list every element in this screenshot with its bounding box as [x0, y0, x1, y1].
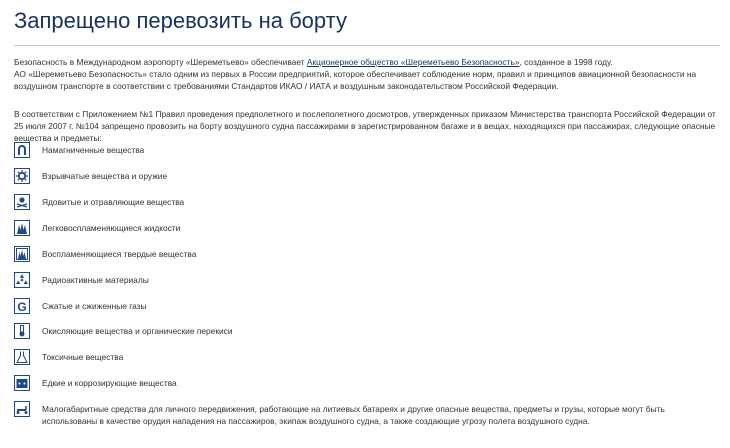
list-item-label: Ядовитые и отравляющие вещества	[42, 197, 185, 207]
explosive-icon	[14, 168, 30, 184]
list-item	[14, 349, 719, 365]
magnet-icon	[14, 142, 30, 158]
list-item	[14, 298, 719, 314]
skull-icon	[14, 194, 30, 210]
list-item	[14, 323, 719, 339]
list-item	[14, 220, 719, 236]
list-item-label: Воспламеняющиеся твердые вещества	[42, 249, 197, 259]
page-title: Запрещено перевозить на борту	[14, 8, 347, 33]
scooter-icon	[14, 401, 30, 417]
list-item	[14, 142, 719, 158]
security-company-link[interactable]: Акционерное общество «Шереметьево Безопасность»	[306, 57, 520, 67]
oxidizer-icon	[14, 323, 30, 339]
divider	[14, 45, 720, 46]
list-item-label: Взрывчатые вещества и оружие	[42, 171, 168, 181]
intro-text: Безопасность в Международном аэропорту «Шереметьево» обеспечивает	[14, 57, 307, 67]
battery-icon	[14, 375, 30, 391]
list-item-label: Легковоспламеняющиеся жидкости	[42, 223, 181, 233]
list-item	[14, 168, 719, 184]
flask-icon	[14, 349, 30, 365]
list-item-label: Сжатые и сжиженные газы	[42, 301, 147, 311]
flame-solid-icon	[14, 246, 30, 262]
list-item-label: Едкие и коррозирующие вещества	[42, 378, 177, 388]
list-item	[14, 375, 719, 391]
svg-text:G: G	[17, 300, 27, 312]
intro-paragraph	[14, 56, 724, 92]
list-item-label: Радиоактивные материалы	[42, 275, 149, 285]
list-item-label: Малогабаритные средства для личного передвижения, работающие на литиевых батареях и другие опасные вещества, предметы и грузы, которые могут быть использованы в качестве орудия нападения на пассажиров, экипаж воздушного судна, а также создающие угрозу полета воздушного судна.	[42, 404, 665, 426]
radioactive-icon	[14, 272, 30, 288]
list-item	[14, 272, 719, 288]
list-item	[14, 246, 719, 262]
list-item-label: Токсичные вещества	[42, 352, 124, 362]
intro-text-end: , созданное в 1998 году.	[519, 57, 613, 67]
rules-paragraph: В соответствии с Приложением №1 Правил проведения предполетного и послеполетного досмотров, утвержденных приказом Министерства транспорта Российской Федерации от 25 июля 2007 г. №104 запрещено провозить на борту воздушного судна пассажирами в зарегистрированном багаже и в вещах, находящихся при пассажирах, следующие опасные вещества и предметы:	[14, 109, 716, 143]
list-item-label: Намагниченные вещества	[42, 145, 145, 155]
list-item	[14, 194, 719, 210]
intro-text-2: АО «Шереметьево Безопасность» стало одним из первых в России предприятий, которое обеспечивает соблюдение норм, правил и принципов авиационной безопасности на воздушном транспорте в соответствии с требованиями Стандартов ИКАО / ИАТА и воздушным законодательством Российской Федерации.	[14, 69, 697, 91]
list-item	[14, 401, 719, 427]
list-item-label: Окисляющие вещества и органические перекиси	[42, 326, 233, 336]
gas-icon	[14, 298, 30, 314]
flame-liquid-icon	[14, 220, 30, 236]
